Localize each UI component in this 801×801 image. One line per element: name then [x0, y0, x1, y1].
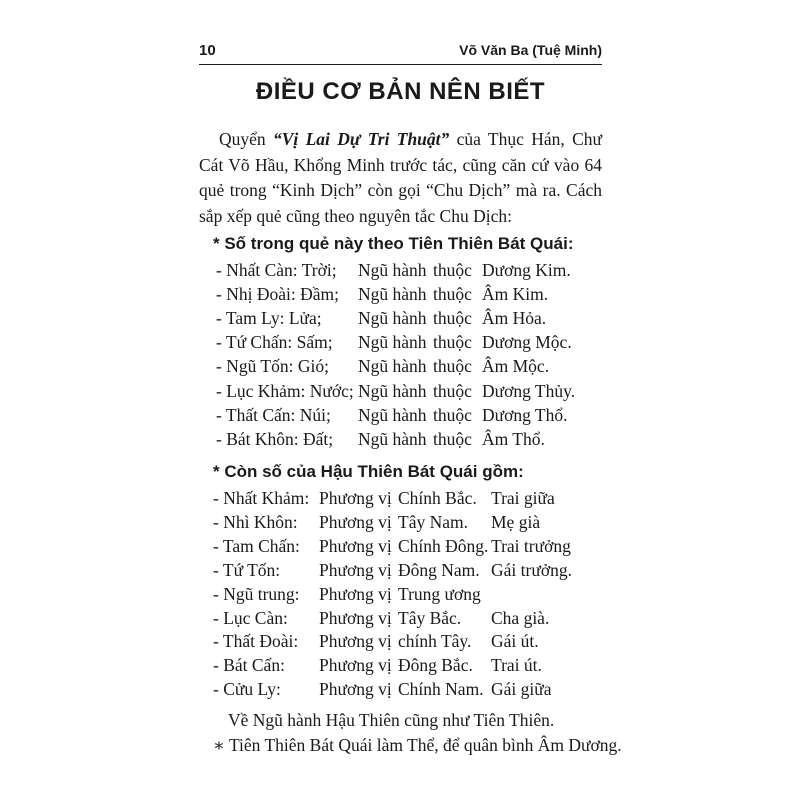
list-item-label: Phương vị [319, 607, 392, 628]
list-item-name: - Cửu Ly: [213, 679, 281, 700]
list-item-label: Phương vị [319, 583, 392, 604]
list-item-verb: thuộc [433, 308, 472, 329]
list-item-family: Mẹ già [491, 511, 541, 532]
list-item-direction: chính Tây. [398, 631, 472, 652]
list-item-name: - Ngũ Tốn: Gió; [216, 356, 329, 377]
page-number: 10 [199, 42, 216, 59]
list-item-label: Phương vị [319, 535, 392, 556]
list-item-direction: Đông Nam. [398, 559, 480, 580]
list-item-label: Phương vị [319, 631, 392, 652]
list-item-label: Ngũ hành [358, 428, 427, 449]
list-item-direction: Tây Nam. [398, 511, 468, 532]
list-item-label: Phương vị [319, 559, 392, 580]
list-item-element: Âm Kim. [482, 284, 549, 305]
note-line: Về Ngũ hành Hậu Thiên cũng như Tiên Thiên. [228, 710, 555, 730]
list-item-family: Gái trưởng. [491, 559, 572, 580]
list-item-label: Phương vị [319, 488, 392, 508]
list-item-label: Ngũ hành [358, 404, 427, 425]
list-item-direction: Chính Bắc. [398, 488, 477, 508]
hau-thien-heading: * Còn số của Hậu Thiên Bát Quái gồm: [213, 462, 524, 481]
note-line: ∗ Tiên Thiên Bát Quái làm Thể, để quân bình Âm Dương. [213, 735, 622, 755]
list-item-label: Ngũ hành [358, 284, 427, 305]
list-item-name: - Tam Ly: Lửa; [216, 308, 322, 329]
list-item-element: Dương Thủy. [482, 380, 576, 401]
list-item-verb: thuộc [433, 428, 472, 449]
list-item-name: - Nhị Đoài: Đầm; [216, 284, 339, 305]
list-item-label: Ngũ hành [358, 308, 427, 329]
list-item-label: Phương vị [319, 655, 392, 676]
list-item-family: Trai trưởng [491, 535, 571, 556]
list-item-label: Ngũ hành [358, 332, 427, 353]
list-item-family: Trai giữa [491, 488, 555, 508]
list-item-label: Phương vị [319, 679, 392, 700]
list-item-element: Dương Kim. [482, 260, 571, 280]
intro-paragraph [199, 127, 602, 229]
list-item-verb: thuộc [433, 260, 472, 280]
list-item-label: Ngũ hành [358, 380, 427, 401]
list-item-name: - Tứ Tốn: [213, 559, 281, 580]
list-item-verb: thuộc [433, 284, 472, 305]
list-item-verb: thuộc [433, 380, 472, 401]
list-item-name: - Nhất Khảm: [213, 488, 310, 508]
list-item-label: Phương vị [319, 511, 392, 532]
list-item-verb: thuộc [433, 356, 472, 377]
list-item-verb: thuộc [433, 404, 472, 425]
intro-lead: Quyển [219, 129, 273, 149]
tien-thien-heading: * Số trong quẻ này theo Tiên Thiên Bát Quái: [213, 234, 574, 253]
list-item-direction: Tây Bắc. [398, 607, 462, 628]
list-item-family: Cha già. [491, 607, 550, 628]
list-item-name: - Tứ Chấn: Sấm; [216, 332, 333, 353]
list-item-name: - Lục Càn: [213, 607, 288, 628]
list-item-family: Gái út. [491, 631, 539, 652]
list-item-name: - Lục Khảm: Nước; [216, 380, 354, 401]
list-item-label: Ngũ hành [358, 356, 427, 377]
intro-rest: của Thục Hán, Chư Cát Võ Hầu, Khổng Minh trước tác, cũng căn cứ vào 64 quẻ trong “Kinh Dịch” còn gọi “Chu Dịch” mà ra. Cách sắp xếp quẻ cũng theo nguyên tắc Chu Dịch: [199, 129, 602, 226]
list-item-name: - Bát Cấn: [213, 655, 285, 676]
list-item-direction: Chính Nam. [398, 679, 484, 700]
list-item-element: Âm Thổ. [482, 428, 545, 449]
list-item-name: - Bát Khôn: Đất; [216, 428, 334, 449]
list-item-verb: thuộc [433, 332, 472, 353]
list-item-name: - Nhất Càn: Trời; [216, 260, 337, 280]
list-item-name: - Tam Chấn: [213, 535, 300, 556]
list-item-element: Âm Mộc. [482, 356, 550, 377]
list-item-family: Gái giữa [491, 679, 552, 700]
list-item-name: - Ngũ trung: [213, 583, 300, 604]
list-item-name: - Thất Đoài: [213, 631, 299, 652]
chapter-title: ĐIỀU CƠ BẢN NÊN BIẾT [255, 78, 546, 105]
list-item-direction: Đông Bắc. [398, 655, 473, 676]
book-title: “Vị Lai Dự Tri Thuật” [273, 129, 450, 149]
running-head: Võ Văn Ba (Tuệ Minh) [459, 42, 602, 58]
page-header [199, 40, 602, 65]
list-item-label: Ngũ hành [358, 260, 427, 280]
list-item-element: Dương Thổ. [482, 404, 568, 425]
list-item-direction: Trung ương [398, 583, 481, 604]
list-item-family: Trai út. [491, 655, 542, 676]
list-item-element: Dương Mộc. [482, 332, 572, 353]
list-item-name: - Nhì Khôn: [213, 511, 298, 532]
list-item-name: - Thất Cấn: Núi; [216, 404, 331, 425]
list-item-element: Âm Hỏa. [482, 308, 547, 329]
list-item-direction: Chính Đông. [398, 535, 489, 556]
